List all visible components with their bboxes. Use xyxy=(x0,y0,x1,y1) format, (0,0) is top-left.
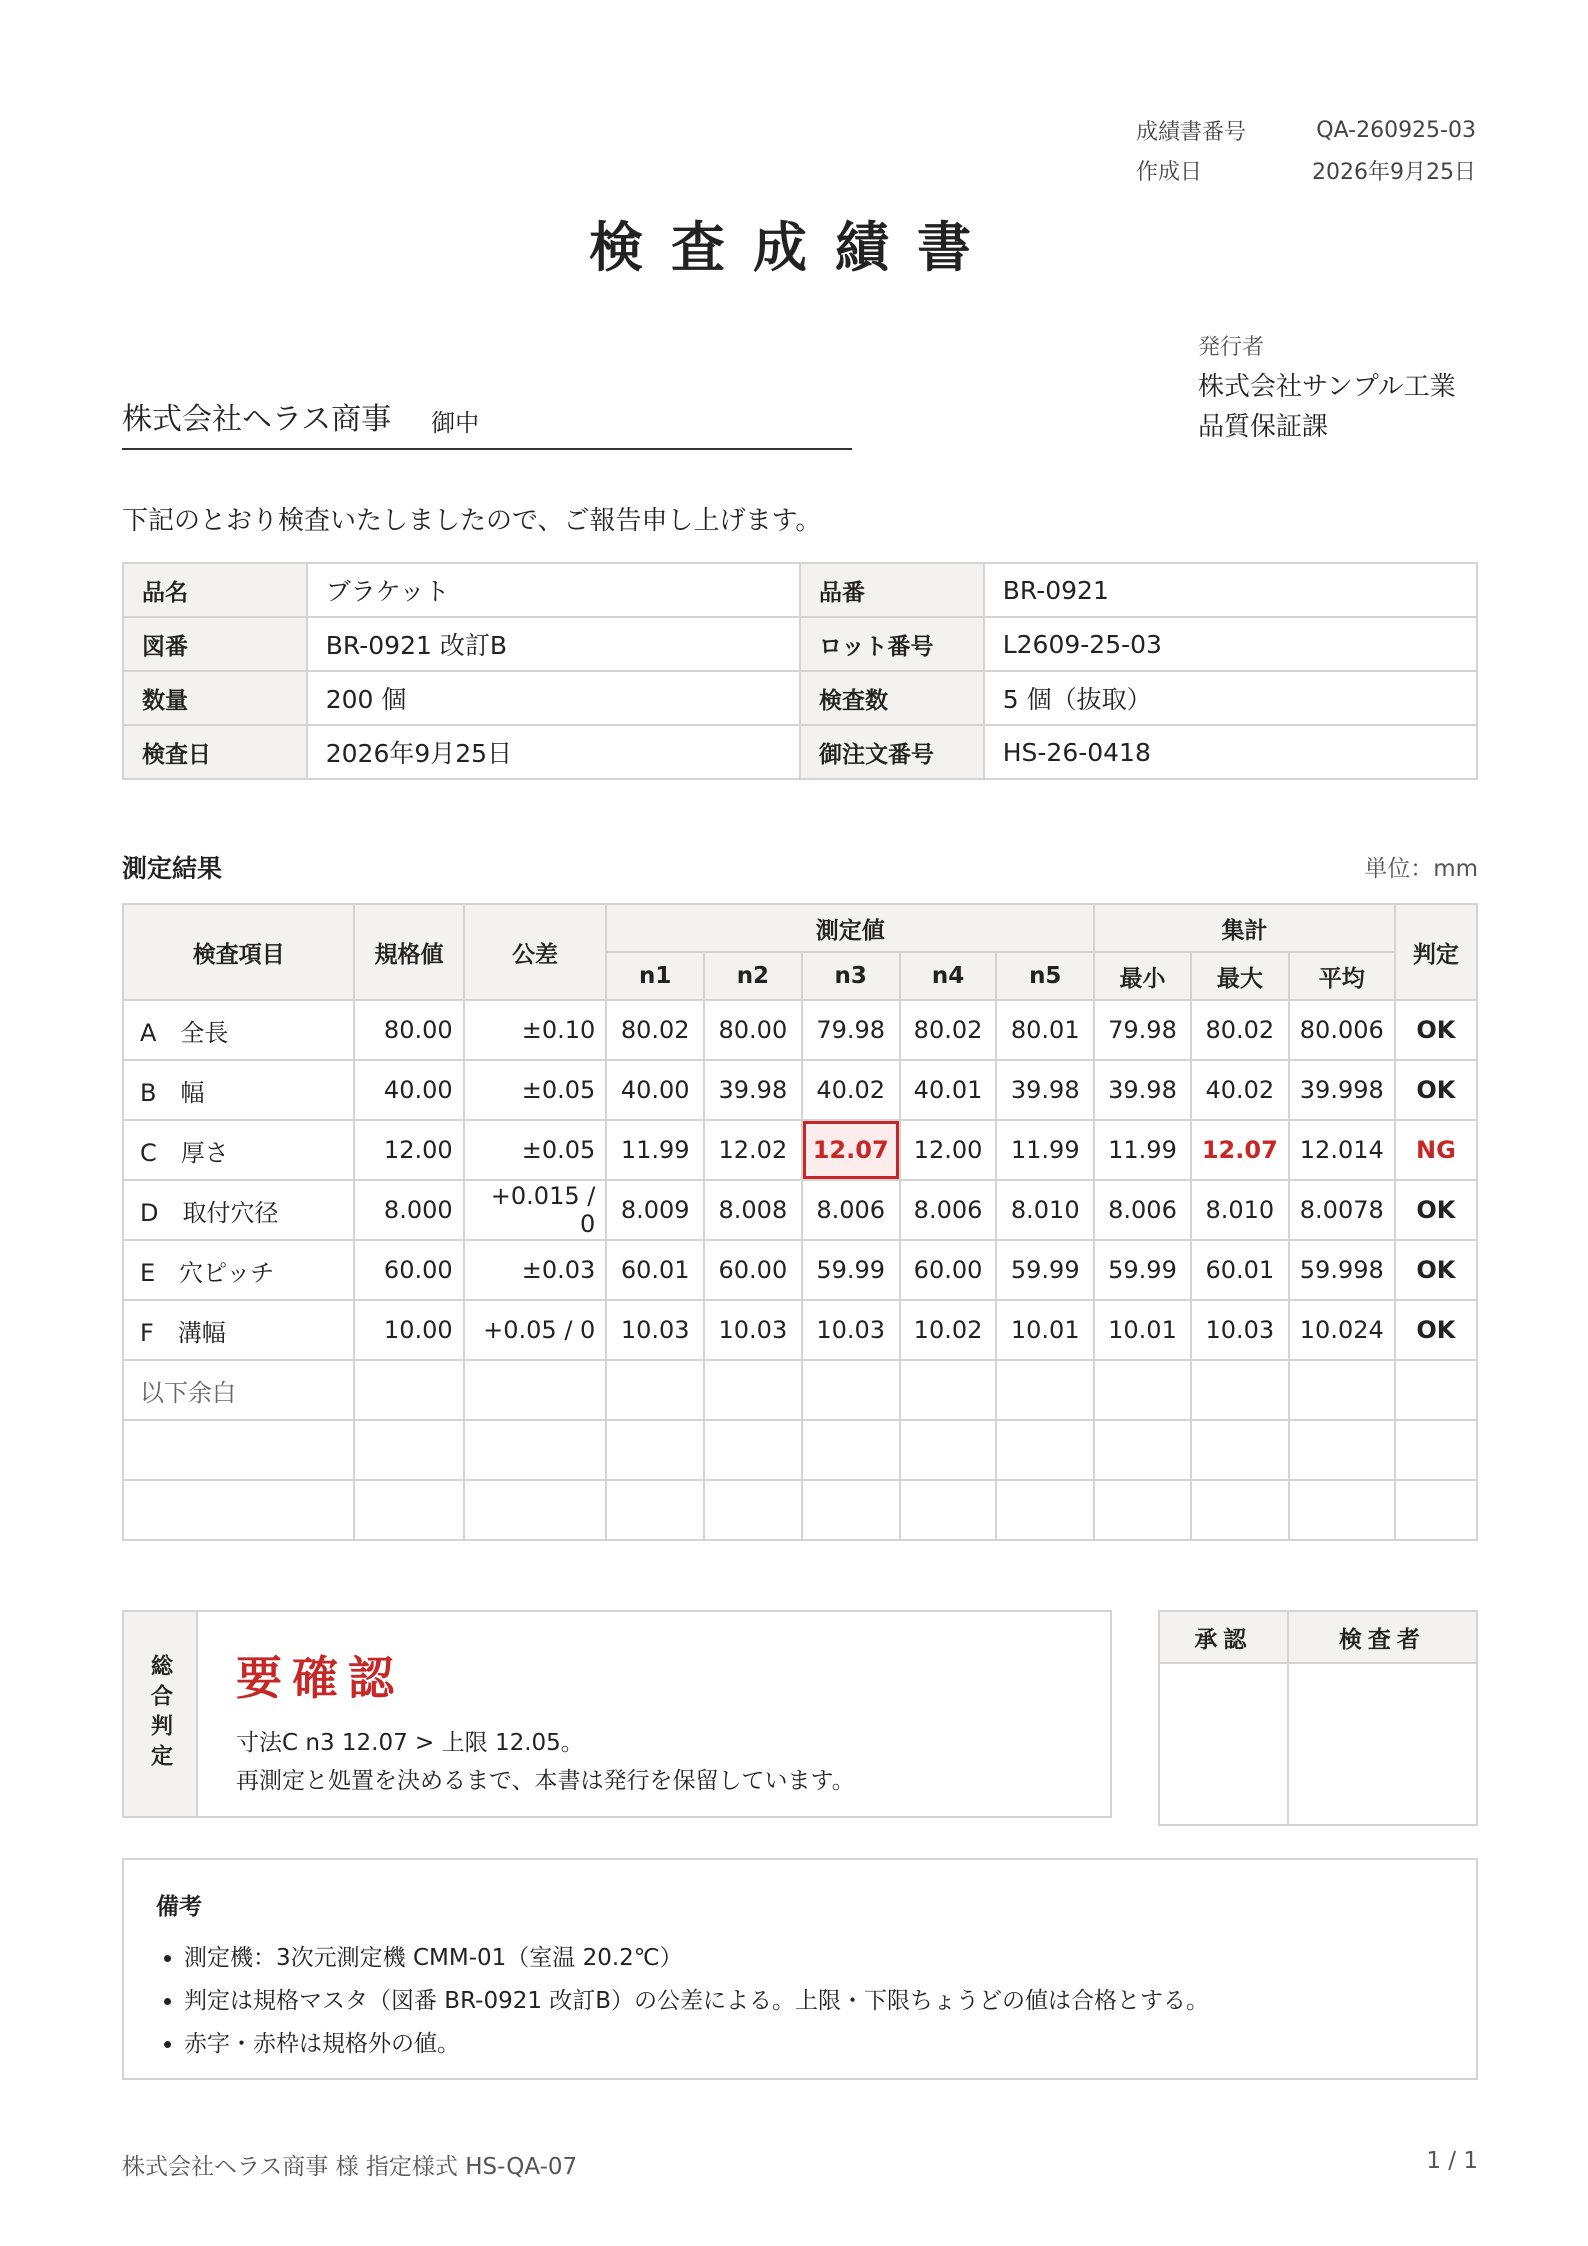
spec-cell: 12.00 xyxy=(354,1120,463,1180)
measured-value-cell: 8.010 xyxy=(996,1180,1094,1240)
measured-value-cell: 79.98 xyxy=(802,1000,900,1060)
overall-verdict: 要確認 xyxy=(236,1651,404,1705)
issuer-block xyxy=(1198,330,1498,446)
info-value: 5 個（抜取） xyxy=(984,671,1477,725)
header-tolerance: 公差 xyxy=(464,904,607,1000)
measured-value-cell: 39.98 xyxy=(996,1060,1094,1120)
info-key: 数量 xyxy=(123,671,307,725)
measured-value-cell: 10.01 xyxy=(996,1300,1094,1360)
min-cell: 10.01 xyxy=(1094,1300,1191,1360)
inspector-stamp-box xyxy=(1288,1663,1477,1825)
avg-cell: 59.998 xyxy=(1289,1240,1395,1300)
document-meta xyxy=(1136,110,1476,190)
info-value: HS-26-0418 xyxy=(984,725,1477,779)
unit-label: 単位：mm xyxy=(1364,856,1478,882)
avg-cell: 12.014 xyxy=(1289,1120,1395,1180)
header-judge: 判定 xyxy=(1395,904,1477,1000)
header-n2: n2 xyxy=(704,952,802,1000)
judgement-cell: OK xyxy=(1395,1180,1477,1240)
empty-cell xyxy=(1094,1420,1191,1480)
empty-cell xyxy=(900,1360,997,1420)
avg-cell: 80.006 xyxy=(1289,1000,1395,1060)
min-cell: 59.99 xyxy=(1094,1240,1191,1300)
empty-cell xyxy=(464,1420,607,1480)
measured-value-cell: 40.00 xyxy=(606,1060,704,1120)
measured-value-cell: 12.00 xyxy=(900,1120,997,1180)
measured-value-cell: 60.00 xyxy=(704,1240,802,1300)
item-name-cell: F 溝幅 xyxy=(123,1300,354,1360)
spec-cell: 80.00 xyxy=(354,1000,463,1060)
min-cell: 79.98 xyxy=(1094,1000,1191,1060)
empty-cell xyxy=(123,1480,354,1540)
empty-cell xyxy=(1191,1420,1289,1480)
remarks-label: 備考 xyxy=(156,1894,202,1920)
page-number: 1 / 1 xyxy=(1426,2148,1478,2174)
avg-cell: 39.998 xyxy=(1289,1060,1395,1120)
overall-judgement xyxy=(122,1610,1112,1818)
max-cell: 12.07 xyxy=(1191,1120,1289,1180)
measured-value-cell: 60.00 xyxy=(900,1240,997,1300)
info-key: 検査数 xyxy=(800,671,984,725)
overall-label-cell xyxy=(124,1612,198,1816)
info-key: 御注文番号 xyxy=(800,725,984,779)
item-name-cell: A 全長 xyxy=(123,1000,354,1060)
info-value: 2026年9月25日 xyxy=(307,725,800,779)
info-key: 品名 xyxy=(123,563,307,617)
measured-value-cell: 59.99 xyxy=(802,1240,900,1300)
intro-text: 下記のとおり検査いたしましたので、ご報告申し上げます。 xyxy=(122,506,822,536)
spec-cell: 8.000 xyxy=(354,1180,463,1240)
judgement-cell: OK xyxy=(1395,1060,1477,1120)
measured-value-cell: 11.99 xyxy=(996,1120,1094,1180)
empty-cell xyxy=(1191,1480,1289,1540)
tolerance-cell: ±0.05 xyxy=(464,1060,607,1120)
measurement-table xyxy=(122,903,1478,1541)
empty-cell xyxy=(606,1480,704,1540)
issuer-label: 発行者 xyxy=(1198,335,1265,360)
tolerance-cell: ±0.03 xyxy=(464,1240,607,1300)
created-date: 2026年9月25日 xyxy=(1312,159,1476,185)
measured-value-cell: 10.03 xyxy=(802,1300,900,1360)
empty-cell xyxy=(802,1480,900,1540)
measured-value-cell: 80.02 xyxy=(900,1000,997,1060)
empty-cell xyxy=(704,1480,802,1540)
header-spec: 規格値 xyxy=(354,904,463,1000)
empty-cell xyxy=(1094,1480,1191,1540)
max-cell: 8.010 xyxy=(1191,1180,1289,1240)
recipient-honorific: 御中 xyxy=(431,409,480,437)
remaining-blank-label: 以下余白 xyxy=(123,1360,354,1420)
info-row xyxy=(123,725,1477,779)
remarks-box xyxy=(122,1858,1478,2080)
info-value: BR-0921 改訂B xyxy=(307,617,800,671)
measured-value-cell: 11.99 xyxy=(606,1120,704,1180)
min-cell: 8.006 xyxy=(1094,1180,1191,1240)
empty-cell xyxy=(802,1420,900,1480)
judgement-cell: OK xyxy=(1395,1240,1477,1300)
header-n5: n5 xyxy=(996,952,1094,1000)
empty-row xyxy=(123,1420,1477,1480)
info-row xyxy=(123,671,1477,725)
empty-cell xyxy=(996,1480,1094,1540)
measured-value-cell: 12.02 xyxy=(704,1120,802,1180)
empty-cell xyxy=(1395,1360,1477,1420)
footer-form-name: 株式会社ヘラス商事 様 指定様式 HS-QA-07 xyxy=(122,2154,578,2180)
spec-cell: 10.00 xyxy=(354,1300,463,1360)
measured-value-cell: 39.98 xyxy=(704,1060,802,1120)
empty-cell xyxy=(1289,1420,1395,1480)
tolerance-cell: ±0.10 xyxy=(464,1000,607,1060)
measurement-row xyxy=(123,1240,1477,1300)
info-key: 品番 xyxy=(800,563,984,617)
report-number-label: 成績書番号 xyxy=(1136,119,1247,145)
info-key: ロット番号 xyxy=(800,617,984,671)
measured-value-cell: 8.008 xyxy=(704,1180,802,1240)
measured-value-cell: 10.02 xyxy=(900,1300,997,1360)
empty-cell xyxy=(704,1420,802,1480)
empty-cell xyxy=(1395,1420,1477,1480)
info-row xyxy=(123,563,1477,617)
empty-cell xyxy=(464,1480,607,1540)
measured-value-cell: 10.03 xyxy=(606,1300,704,1360)
overall-message-2: 再測定と処置を決めるまで、本書は発行を保留しています。 xyxy=(236,1768,855,1794)
header-measured: 測定値 xyxy=(606,904,1094,952)
empty-cell xyxy=(1289,1480,1395,1540)
tolerance-cell: +0.015 / 0 xyxy=(464,1180,607,1240)
info-key: 検査日 xyxy=(123,725,307,779)
empty-cell xyxy=(606,1420,704,1480)
header-max: 最大 xyxy=(1191,952,1289,1000)
measured-value-cell: 12.07 xyxy=(802,1120,900,1180)
empty-cell xyxy=(354,1420,463,1480)
header-n1: n1 xyxy=(606,952,704,1000)
tolerance-cell: ±0.05 xyxy=(464,1120,607,1180)
measurement-row xyxy=(123,1180,1477,1240)
avg-cell: 10.024 xyxy=(1289,1300,1395,1360)
empty-cell xyxy=(1094,1360,1191,1420)
spec-cell: 60.00 xyxy=(354,1240,463,1300)
empty-cell xyxy=(996,1420,1094,1480)
measurement-row xyxy=(123,1120,1477,1180)
judgement-cell: NG xyxy=(1395,1120,1477,1180)
empty-cell xyxy=(1395,1480,1477,1540)
inspector-header: 検査者 xyxy=(1288,1611,1477,1663)
info-value: BR-0921 xyxy=(984,563,1477,617)
judgement-cell: OK xyxy=(1395,1300,1477,1360)
empty-cell xyxy=(704,1360,802,1420)
measured-value-cell: 60.01 xyxy=(606,1240,704,1300)
info-key: 図番 xyxy=(123,617,307,671)
approve-stamp-box xyxy=(1159,1663,1288,1825)
header-min: 最小 xyxy=(1094,952,1191,1000)
measured-value-cell: 10.03 xyxy=(704,1300,802,1360)
empty-cell xyxy=(996,1360,1094,1420)
judgement-cell: OK xyxy=(1395,1000,1477,1060)
measurement-row xyxy=(123,1000,1477,1060)
info-value: ブラケット xyxy=(307,563,800,617)
empty-cell xyxy=(1289,1360,1395,1420)
measured-value-cell: 80.01 xyxy=(996,1000,1094,1060)
item-name-cell: C 厚さ xyxy=(123,1120,354,1180)
max-cell: 40.02 xyxy=(1191,1060,1289,1120)
empty-cell xyxy=(900,1420,997,1480)
approve-header: 承認 xyxy=(1159,1611,1288,1663)
empty-cell xyxy=(354,1480,463,1540)
header-n3: n3 xyxy=(802,952,900,1000)
empty-cell xyxy=(354,1360,463,1420)
product-info-table xyxy=(122,562,1478,780)
remark-item: • 赤字・赤枠は規格外の値。 xyxy=(184,2023,1444,2066)
empty-cell xyxy=(464,1360,607,1420)
measured-value-cell: 40.01 xyxy=(900,1060,997,1120)
issuer-department: 品質保証課 xyxy=(1198,412,1329,442)
min-cell: 39.98 xyxy=(1094,1060,1191,1120)
info-value: L2609-25-03 xyxy=(984,617,1477,671)
info-value: 200 個 xyxy=(307,671,800,725)
document-title: 検査成績書 xyxy=(589,216,999,279)
empty-cell xyxy=(900,1480,997,1540)
max-cell: 60.01 xyxy=(1191,1240,1289,1300)
max-cell: 80.02 xyxy=(1191,1000,1289,1060)
min-cell: 11.99 xyxy=(1094,1120,1191,1180)
report-number: QA-260925-03 xyxy=(1316,117,1476,143)
empty-cell xyxy=(802,1360,900,1420)
header-item: 検査項目 xyxy=(123,904,354,1000)
overall-label: 総合判定 xyxy=(147,1654,173,1774)
measured-value-cell: 40.02 xyxy=(802,1060,900,1120)
header-avg: 平均 xyxy=(1289,952,1395,1000)
empty-cell xyxy=(1191,1360,1289,1420)
measurement-row xyxy=(123,1300,1477,1360)
measured-value-cell: 80.02 xyxy=(606,1000,704,1060)
item-name-cell: D 取付穴径 xyxy=(123,1180,354,1240)
header-n4: n4 xyxy=(900,952,997,1000)
recipient xyxy=(122,388,852,450)
measured-value-cell: 8.006 xyxy=(802,1180,900,1240)
issuer-company: 株式会社サンプル工業 xyxy=(1198,372,1456,402)
item-name-cell: E 穴ピッチ xyxy=(123,1240,354,1300)
measured-value-cell: 8.006 xyxy=(900,1180,997,1240)
measured-value-cell: 8.009 xyxy=(606,1180,704,1240)
measured-value-cell: 80.00 xyxy=(704,1000,802,1060)
max-cell: 10.03 xyxy=(1191,1300,1289,1360)
empty-cell xyxy=(123,1420,354,1480)
tolerance-cell: +0.05 / 0 xyxy=(464,1300,607,1360)
overall-message-1: 寸法C n3 12.07 > 上限 12.05。 xyxy=(236,1730,584,1756)
measurement-row xyxy=(123,1060,1477,1120)
item-name-cell: B 幅 xyxy=(123,1060,354,1120)
info-row xyxy=(123,617,1477,671)
header-summary: 集計 xyxy=(1094,904,1395,952)
empty-cell xyxy=(606,1360,704,1420)
approval-stamps xyxy=(1158,1610,1478,1826)
recipient-name: 株式会社ヘラス商事 xyxy=(122,402,392,437)
empty-row xyxy=(123,1480,1477,1540)
remark-item: • 判定は規格マスタ（図番 BR-0921 改訂B）の公差による。上限・下限ちょうどの値は合格とする。 xyxy=(184,1980,1444,2023)
avg-cell: 8.0078 xyxy=(1289,1180,1395,1240)
measured-value-cell: 59.99 xyxy=(996,1240,1094,1300)
spec-cell: 40.00 xyxy=(354,1060,463,1120)
empty-row xyxy=(123,1360,1477,1420)
results-title: 測定結果 xyxy=(122,854,223,883)
created-date-label: 作成日 xyxy=(1136,159,1203,185)
remark-item: • 測定機：3次元測定機 CMM-01（室温 20.2℃） xyxy=(184,1937,1444,1980)
